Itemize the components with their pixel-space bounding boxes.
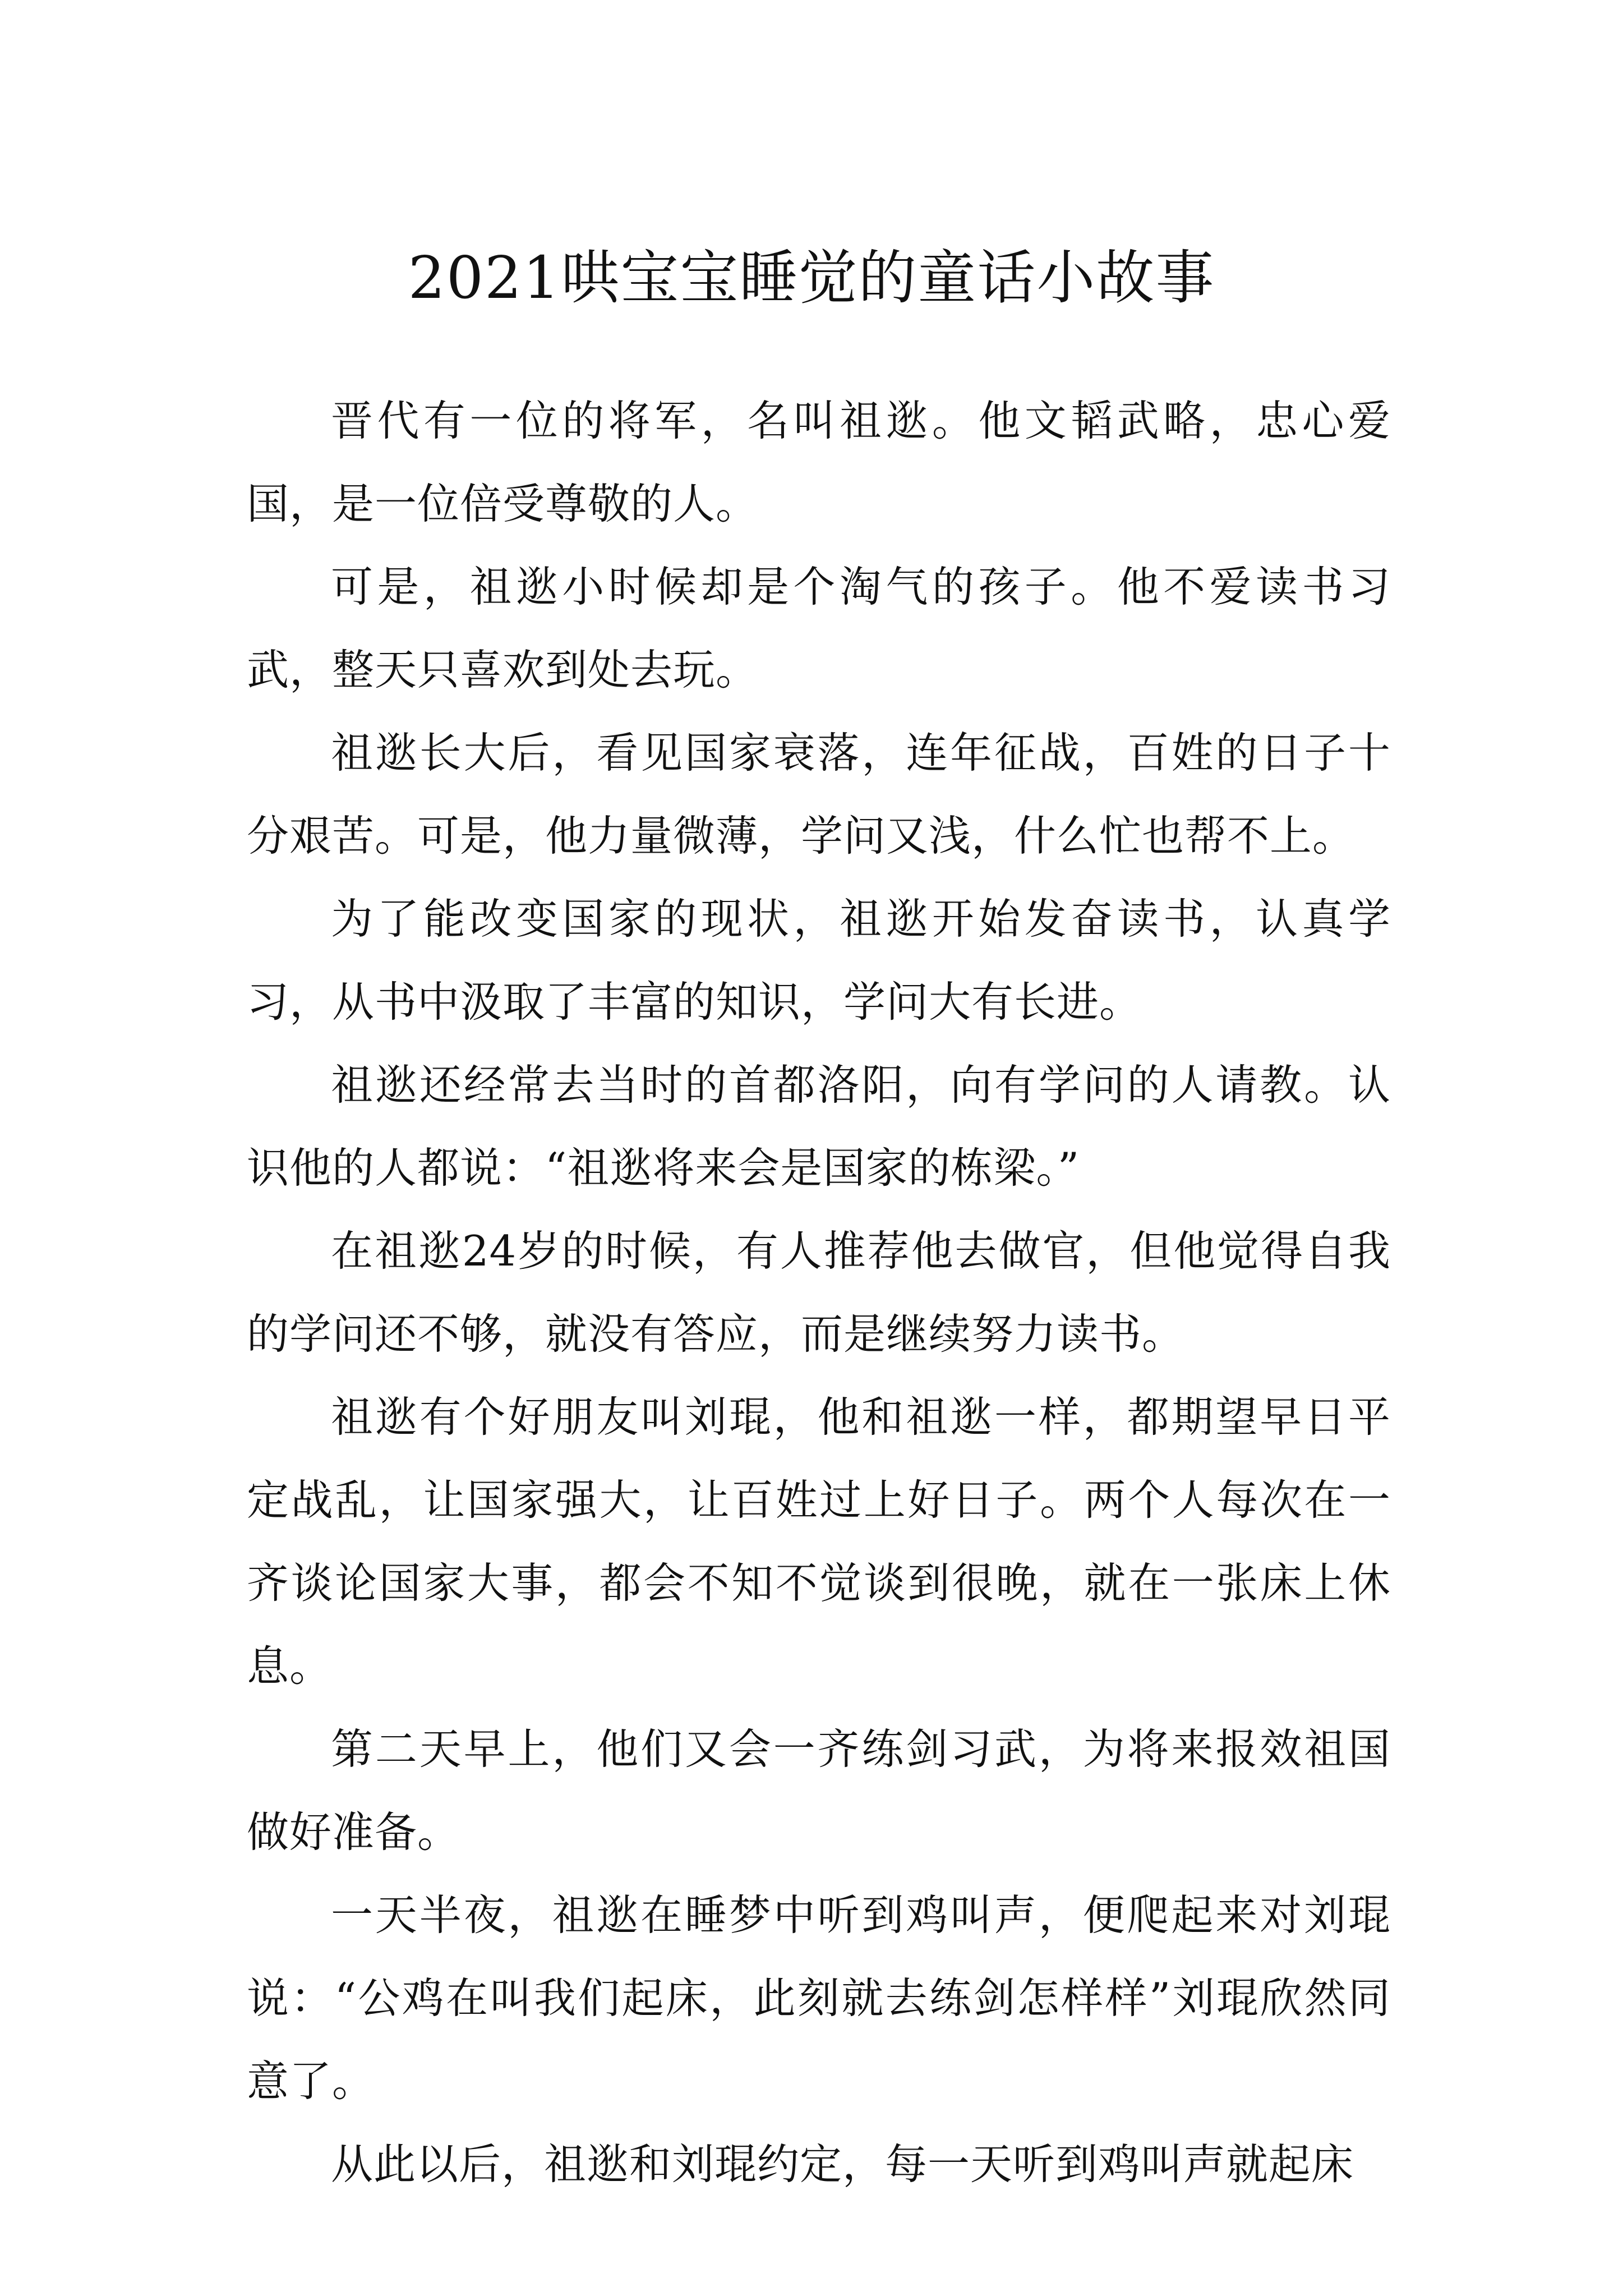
document-body (247, 379, 1391, 2206)
paragraph: 祖逖还经常去当时的首都洛阳，向有学问的人请教。认识他的人都说：“祖逖将来会是国家的栋梁。” (247, 1060, 1391, 1193)
paragraph: 晋代有一位的将军，名叫祖逖。他文韬武略，忠心爱国，是一位倍受尊敬的人。 (247, 396, 1391, 528)
paragraph: 第二天早上，他们又会一齐练剑习武，为将来报效祖国做好准备。 (247, 1724, 1391, 1857)
paragraph: 祖逖有个好朋友叫刘琨，他和祖逖一样，都期望早日平定战乱，让国家强大，让百姓过上好日子。两个人每次在一齐谈论国家大事，都会不知不觉谈到很晚，就在一张床上休息。 (247, 1392, 1391, 1691)
paragraph: 一天半夜，祖逖在睡梦中听到鸡叫声，便爬起来对刘琨说：“公鸡在叫我们起床，此刻就去练剑怎样样”刘琨欣然同意了。 (247, 1890, 1391, 2106)
paragraph: 祖逖长大后，看见国家衰落，连年征战，百姓的日子十分艰苦。可是，他力量微薄，学问又浅，什么忙也帮不上。 (247, 728, 1391, 861)
paragraph: 为了能改变国家的现状，祖逖开始发奋读书，认真学习，从书中汲取了丰富的知识，学问大有长进。 (247, 894, 1391, 1027)
paragraph: 在祖逖24岁的时候，有人推荐他去做官，但他觉得自我的学问还不够，就没有答应，而是继续努力读书。 (247, 1226, 1391, 1359)
document-title: 2021哄宝宝睡觉的童话小故事 (408, 243, 1215, 312)
paragraph: 从此以后，祖逖和刘琨约定，每一天听到鸡叫声就起床 (331, 2139, 1354, 2189)
paragraph: 可是，祖逖小时候却是个淘气的孩子。他不爱读书习武，整天只喜欢到处去玩。 (247, 562, 1391, 694)
